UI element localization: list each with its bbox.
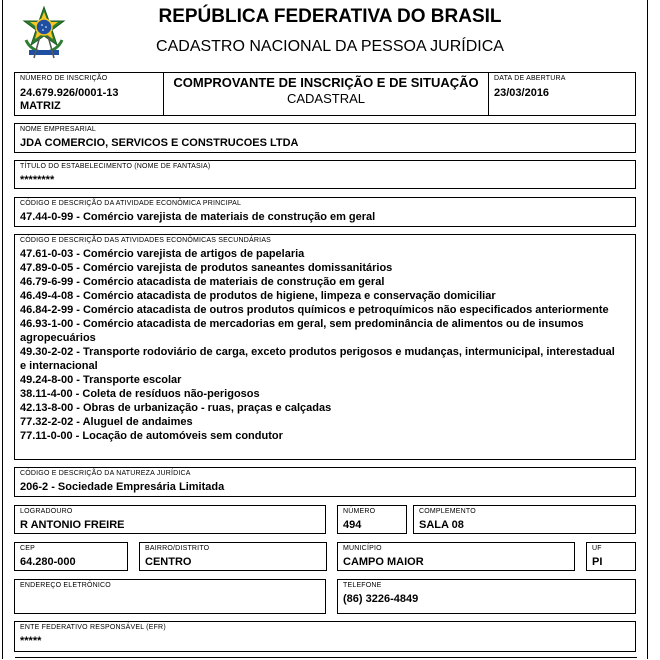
- atividade-principal-value: 47.44-0-99 - Comércio varejista de materiais de construção em geral: [20, 211, 376, 223]
- list-item: 42.13-8-00 - Obras de urbanização - ruas, praças e calçadas: [20, 402, 332, 414]
- list-item: 46.84-2-99 - Comércio atacadista de outros produtos químicos e petroquímicos não especificados anteriormente: [20, 304, 609, 316]
- numero-label: NÚMERO: [343, 508, 376, 515]
- list-item: 49.24-8-00 - Transporte escolar: [20, 374, 182, 386]
- telefone-value: (86) 3226-4849: [343, 593, 419, 605]
- titulo-estabelecimento-label: TÍTULO DO ESTABELECIMENTO (NOME DE FANTASIA): [20, 163, 211, 170]
- inscricao-number: 24.679.926/0001-13: [20, 87, 119, 99]
- list-item: 47.61-0-03 - Comércio varejista de artigos de papelaria: [20, 248, 305, 260]
- logradouro-box: [14, 505, 326, 534]
- divider: [15, 657, 637, 658]
- comprovante-title-line1: COMPROVANTE DE INSCRIÇÃO E DE SITUAÇÃO: [173, 75, 479, 90]
- telefone-box: [337, 579, 636, 614]
- cep-box: [14, 542, 128, 571]
- efr-box: [14, 621, 636, 652]
- telefone-label: TELEFONE: [343, 582, 382, 589]
- list-item: 38.11-4-00 - Coleta de resíduos não-perigosos: [20, 388, 260, 400]
- logradouro-value: R ANTONIO FREIRE: [20, 519, 125, 531]
- abertura-label: DATA DE ABERTURA: [494, 75, 566, 82]
- natureza-juridica-box: [14, 467, 636, 497]
- comprovante-title: [164, 75, 488, 107]
- numero-box: [337, 505, 407, 534]
- email-box: [14, 579, 326, 614]
- municipio-label: MUNICÍPIO: [343, 545, 382, 552]
- bairro-box: [139, 542, 327, 571]
- bairro-label: BAIRRO/DISTRITO: [145, 545, 210, 552]
- atividades-secundarias-box: [14, 234, 636, 460]
- list-item: 46.49-4-08 - Comércio atacadista de produtos de higiene, limpeza e conservação domiciliar: [20, 290, 496, 302]
- natureza-juridica-label: CÓDIGO E DESCRIÇÃO DA NATUREZA JURÍDICA: [20, 470, 191, 477]
- numero-value: 494: [343, 519, 362, 531]
- comprovante-title-line2: CADASTRAL: [286, 91, 366, 106]
- cep-label: CEP: [20, 545, 35, 552]
- page-subtitle: CADASTRO NACIONAL DA PESSOA JURÍDICA: [156, 38, 504, 55]
- complemento-value: SALA 08: [419, 519, 464, 531]
- comprovante-box: [163, 72, 489, 116]
- uf-value: PI: [592, 556, 603, 568]
- email-label: ENDEREÇO ELETRÔNICO: [20, 582, 111, 589]
- uf-box: [586, 542, 636, 571]
- abertura-date: 23/03/2016: [494, 87, 550, 99]
- list-item: 46.93-1-00 - Comércio atacadista de mercadorias em geral, sem predominância de alimentos ou de insumos agropecuários: [20, 318, 584, 344]
- municipio-box: [337, 542, 575, 571]
- atividade-principal-label: CÓDIGO E DESCRIÇÃO DA ATIVIDADE ECONÔMICA PRINCIPAL: [20, 200, 242, 207]
- list-item: 46.79-6-99 - Comércio atacadista de materiais de construção em geral: [20, 276, 385, 288]
- atividades-secundarias-list: [20, 247, 615, 443]
- list-item: 49.30-2-02 - Transporte rodoviário de carga, exceto produtos perigosos e mudanças, intermunicipal, interestadual e internacional: [20, 346, 615, 372]
- atividades-secundarias-label: CÓDIGO E DESCRIÇÃO DAS ATIVIDADES ECONÔMICAS SECUNDÁRIAS: [20, 237, 272, 244]
- complemento-label: COMPLEMENTO: [419, 508, 476, 515]
- efr-label: ENTE FEDERATIVO RESPONSÁVEL (EFR): [20, 624, 166, 631]
- municipio-value: CAMPO MAIOR: [343, 556, 424, 568]
- cep-value: 64.280-000: [20, 556, 76, 568]
- efr-value: *****: [20, 635, 42, 647]
- list-item: 77.11-0-00 - Locação de automóveis sem condutor: [20, 430, 283, 442]
- natureza-juridica-value: 206-2 - Sociedade Empresária Limitada: [20, 481, 225, 493]
- logradouro-label: LOGRADOURO: [20, 508, 73, 515]
- nome-empresarial-label: NOME EMPRESARIAL: [20, 126, 96, 133]
- atividade-principal-box: [14, 197, 636, 227]
- inscricao-label: NÚMERO DE INSCRIÇÃO: [20, 75, 108, 82]
- page-title: REPÚBLICA FEDERATIVA DO BRASIL: [158, 6, 502, 27]
- list-item: 77.32-2-02 - Aluguel de andaimes: [20, 416, 193, 428]
- nome-empresarial-value: JDA COMERCIO, SERVICOS E CONSTRUCOES LTDA: [20, 137, 299, 149]
- titulo-estabelecimento-value: ********: [20, 174, 55, 186]
- abertura-box: [488, 72, 636, 116]
- titulo-estabelecimento-box: [14, 160, 636, 189]
- uf-label: UF: [592, 545, 602, 552]
- nome-empresarial-box: [14, 123, 636, 153]
- inscricao-type: MATRIZ: [20, 100, 61, 112]
- bairro-value: CENTRO: [145, 556, 192, 568]
- inscricao-box: [14, 72, 164, 116]
- list-item: 47.89-0-05 - Comércio varejista de produtos saneantes domissanitários: [20, 262, 393, 274]
- complemento-box: [413, 505, 636, 534]
